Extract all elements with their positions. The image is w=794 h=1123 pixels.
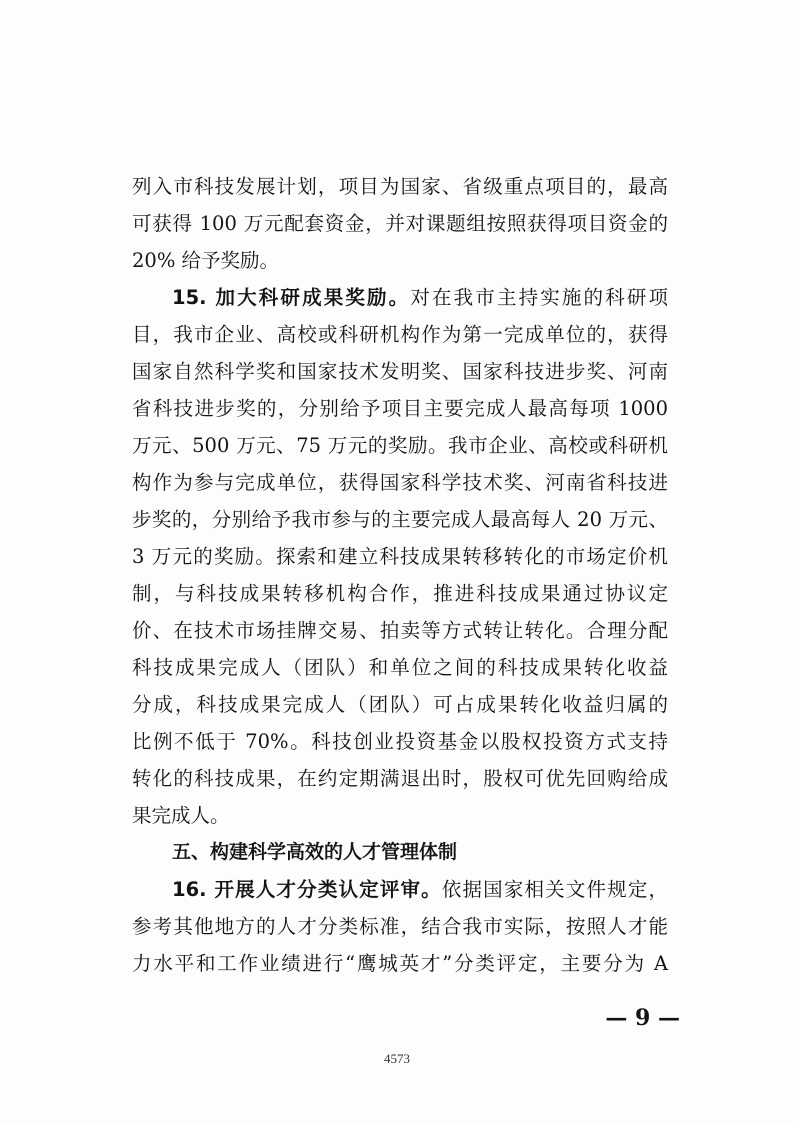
text-line: 20% 给予奖励。 [132, 249, 280, 272]
paragraph-16-text: 依据国家相关文件规定， [441, 878, 668, 901]
text-line: 果完成人。 [132, 804, 230, 827]
text-line: 构作为参与完成单位，获得国家科学技术奖、河南省科技进 [132, 471, 668, 494]
paragraph-15-text: 对在我市主持实施的科研项 [410, 286, 668, 309]
text-line: 分成，科技成果完成人（团队）可占成果转化收益归属的 [132, 693, 668, 716]
text-line: 列入市科技发展计划，项目为国家、省级重点项目的，最高 [132, 175, 668, 198]
paragraph-16-title: 16. 开展人才分类认定评审。 [172, 878, 442, 901]
body-text [132, 168, 668, 982]
text-line: 价、在技术市场挂牌交易、拍卖等方式转让转化。合理分配 [132, 619, 668, 642]
text-line: 可获得 100 万元配套资金，并对课题组按照获得项目资金的 [132, 212, 668, 235]
text-line: 比例不低于 70%。科技创业投资基金以股权投资方式支持 [132, 730, 668, 753]
paragraph-15-first-line [132, 279, 668, 316]
text-line: 目，我市企业、高校或科研机构作为第一完成单位的，获得 [132, 323, 668, 346]
paragraph-16-first-line [132, 871, 668, 908]
text-line: 万元、500 万元、75 万元的奖励。我市企业、高校或科研机 [132, 434, 668, 457]
text-line: 力水平和工作业绩进行“鹰城英才”分类评定，主要分为 A [132, 952, 668, 975]
text-line: 参考其他地方的人才分类标准，结合我市实际，按照人才能 [132, 915, 668, 938]
text-line: 转化的科技成果，在约定期满退出时，股权可优先回购给成 [132, 767, 668, 790]
text-line: 科技成果完成人（团队）和单位之间的科技成果转化收益 [132, 656, 668, 679]
text-line: 制，与科技成果转移机构合作，推进科技成果通过协议定 [132, 582, 668, 605]
text-line: 省科技进步奖的，分别给予项目主要完成人最高每项 1000 [132, 397, 668, 420]
section-heading-5: 五、构建科学高效的人才管理体制 [172, 841, 458, 863]
text-line: 步奖的，分别给予我市参与的主要完成人最高每人 20 万元、 [132, 508, 668, 531]
paragraph-15-title: 15. 加大科研成果奖励。 [172, 286, 411, 309]
text-line: 3 万元的奖励。探索和建立科技成果转移转化的市场定价机 [132, 545, 668, 568]
text-line: 国家自然科学奖和国家技术发明奖、国家科技进步奖、河南 [132, 360, 668, 383]
footer-code: 4573 [384, 1051, 410, 1066]
page-number: — 9 — [605, 1005, 680, 1031]
